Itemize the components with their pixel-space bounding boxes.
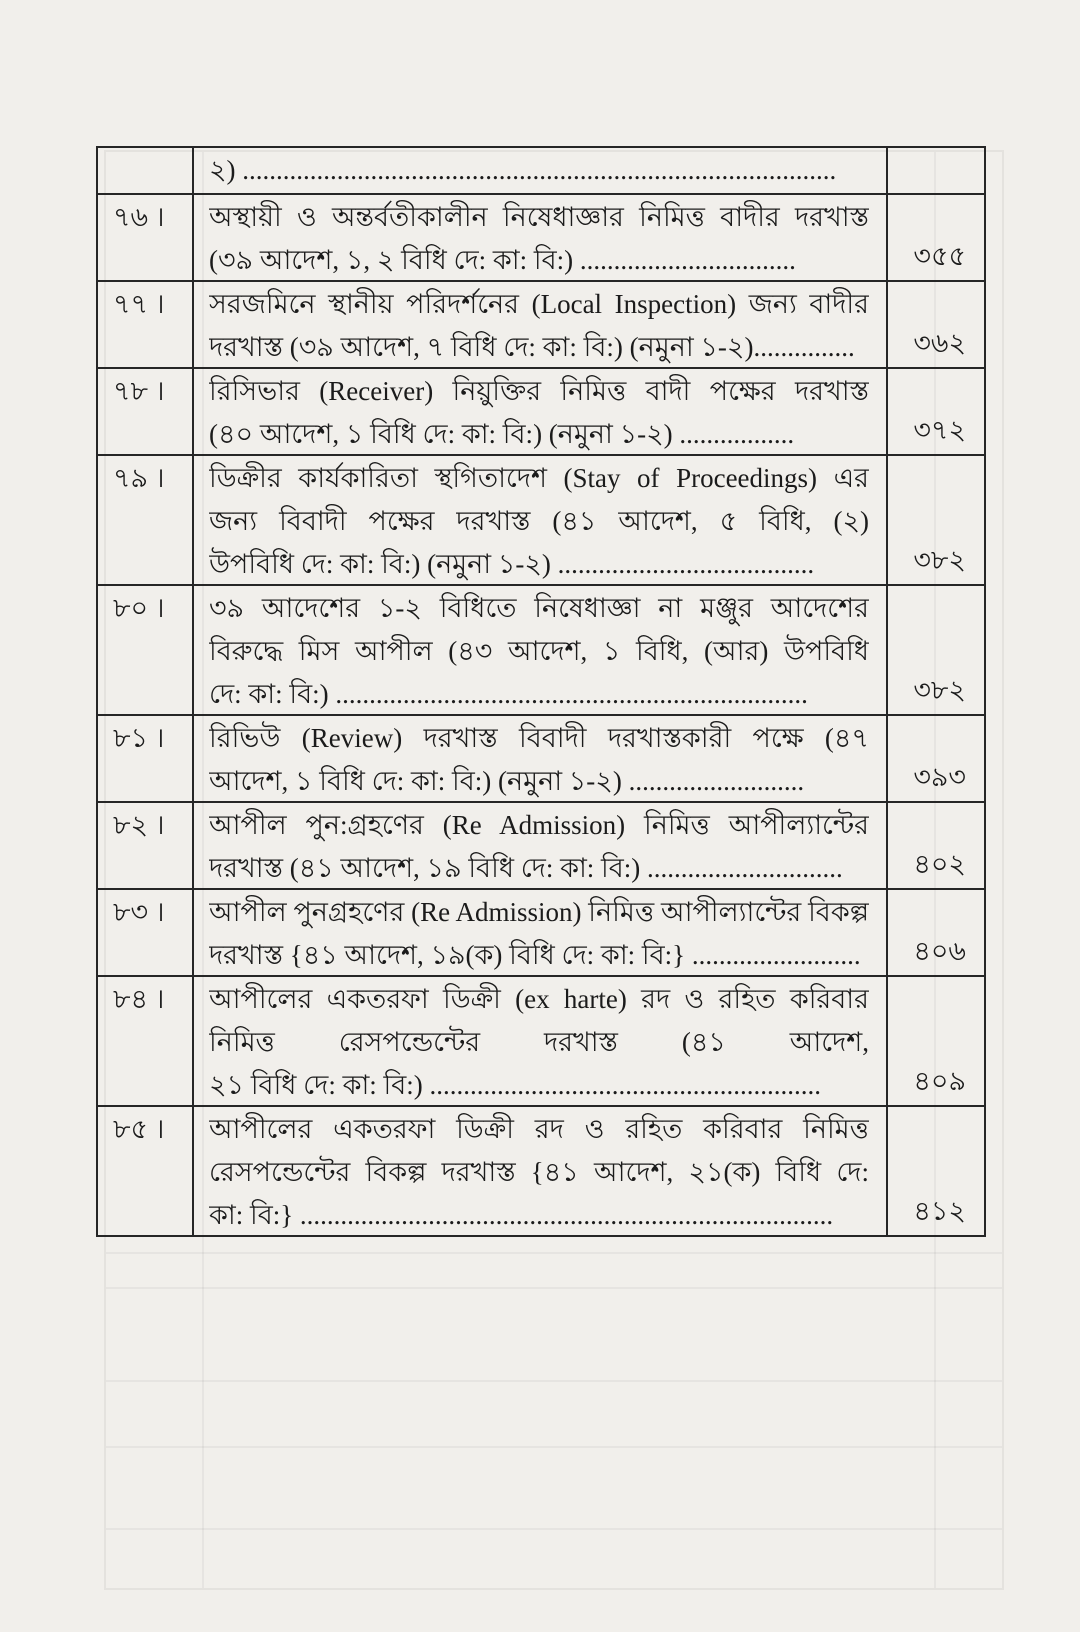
page-number: ৩৯৩ [913,762,966,792]
page-number-cell [888,586,984,714]
entry-title-line: আপীলের একতরফা ডিক্রী (ex harte) রদ ও রহিত করিবার [209,984,869,1014]
entry-title [194,148,888,193]
entry-title-line: দরখাস্ত (৩৯ আদেশ, ৭ বিধি দে: কা: বি:) (নমুনা ১-২)............... [209,332,855,362]
entry-number: ৮১ । [98,716,194,801]
entry-number: ৮৩ । [98,890,194,975]
entry-title [194,586,888,714]
entry-title [194,716,888,801]
page-number: ৩৬২ [913,328,966,358]
toc-row-82 [98,801,984,888]
page-number: ৪০২ [913,849,966,879]
entry-title-line: দে: কা: বি:) ...................................................................... [209,679,808,709]
page-number-cell [888,195,984,280]
page-number-cell [888,716,984,801]
page-number-cell [888,890,984,975]
toc-row-77 [98,280,984,367]
entry-title-line: রেসপন্ডেন্টের বিকল্প দরখাস্ত {৪১ আদেশ, ২১(ক) বিধি দে: [209,1157,869,1187]
toc-row-80 [98,584,984,714]
entry-title-line: ডিক্রীর কার্যকারিতা স্থগিতাদেশ (Stay of Proceedings) এর [209,463,869,493]
toc-row-83 [98,888,984,975]
entry-title-line: আদেশ, ১ বিধি দে: কা: বি:) (নমুনা ১-২) .......................... [209,766,805,796]
entry-title-line: জন্য বিবাদী পক্ষের দরখাস্ত (৪১ আদেশ, ৫ বিধি, (২) [209,506,869,536]
entry-title-line: রিভিউ (Review) দরখাস্ত বিবাদী দরখাস্তকারী পক্ষে (৪৭ [209,723,869,753]
entry-number [98,148,194,193]
entry-title-line: কা: বি:} ............................................................................... [209,1200,834,1230]
toc-row-78 [98,367,984,454]
toc-row-84 [98,975,984,1105]
page-number: ৪০৯ [913,1066,966,1096]
page-number: ৪১২ [913,1196,966,1226]
entry-number: ৭৭ । [98,282,194,367]
entry-title-line: দরখাস্ত (৪১ আদেশ, ১৯ বিধি দে: কা: বি:) ............................. [209,853,843,883]
entry-title-line: নিমিত্ত রেসপন্ডেন্টের দরখাস্ত (৪১ আদেশ, [209,1027,869,1057]
entry-title-line: ২১ বিধি দে: কা: বি:) .......................................................... [209,1070,822,1100]
page-number: ৩৮২ [913,545,966,575]
page-number-cell [888,1107,984,1235]
page-number-cell [888,148,984,193]
entry-title-line: (৪০ আদেশ, ১ বিধি দে: কা: বি:) (নমুনা ১-২) ................. [209,419,795,449]
page-number: ৩৭২ [913,415,966,445]
page-number: ৩৫৫ [913,241,966,271]
page-number-cell [888,282,984,367]
page-number: ৪০৬ [913,936,966,966]
entry-title-line: সরজমিনে স্থানীয় পরিদর্শনের (Local Inspection) জন্য বাদীর [209,289,869,319]
entry-title [194,195,888,280]
page-number: ৩৮২ [913,675,966,705]
entry-title-line: উপবিধি দে: কা: বি:) (নমুনা ১-২) ...................................... [209,549,815,579]
entry-title-line: ৩৯ আদেশের ১-২ বিধিতে নিষেধাজ্ঞা না মঞ্জুর আদেশের [209,593,869,623]
entry-number: ৭৮ । [98,369,194,454]
entry-title-line: (৩৯ আদেশ, ১, ২ বিধি দে: কা: বি:) ................................ [209,245,796,275]
page-number-cell [888,369,984,454]
entry-title [194,456,888,584]
entry-title-line: অস্থায়ী ও অন্তর্বতীকালীন নিষেধাজ্ঞার নিমিত্ত বাদীর দরখাস্ত [209,202,869,232]
entry-number: ৭৯ । [98,456,194,584]
toc-row-85 [98,1105,984,1235]
page-number-cell [888,977,984,1105]
entry-number: ৮২ । [98,803,194,888]
page-number-cell [888,803,984,888]
toc-row-continuation [98,148,984,193]
entry-title-line: দরখাস্ত {৪১ আদেশ, ১৯(ক) বিধি দে: কা: বি:} ......................... [209,940,861,970]
toc-row-79 [98,454,984,584]
entry-number: ৮৪ । [98,977,194,1105]
entry-title-line: আপীল পুনগ্রহণের (Re Admission) নিমিত্ত আপীল্যান্টের বিকল্প [209,897,869,927]
entry-number: ৮৫ । [98,1107,194,1235]
entry-title-line: রিসিভার (Receiver) নিয়ুক্তির নিমিত্ত বাদী পক্ষের দরখাস্ত [209,376,869,406]
entry-title-line: আপীল পুন:গ্রহণের (Re Admission) নিমিত্ত আপীল্যান্টের [209,810,869,840]
entry-title-line: বিরুদ্ধে মিস আপীল (৪৩ আদেশ, ১ বিধি, (আর) উপবিধি [209,636,869,666]
entry-title [194,890,888,975]
entry-title [194,803,888,888]
entry-title [194,1107,888,1235]
entry-number: ৮০ । [98,586,194,714]
page-number-cell [888,456,984,584]
entry-title [194,282,888,367]
entry-title [194,369,888,454]
toc-row-76 [98,193,984,280]
entry-number: ৭৬ । [98,195,194,280]
table-of-contents [96,146,986,1237]
toc-row-81 [98,714,984,801]
entry-title-line: ২) ........................................................................................ [209,155,837,185]
entry-title [194,977,888,1105]
entry-title-line: আপীলের একতরফা ডিক্রী রদ ও রহিত করিবার নিমিত্ত [209,1114,869,1144]
